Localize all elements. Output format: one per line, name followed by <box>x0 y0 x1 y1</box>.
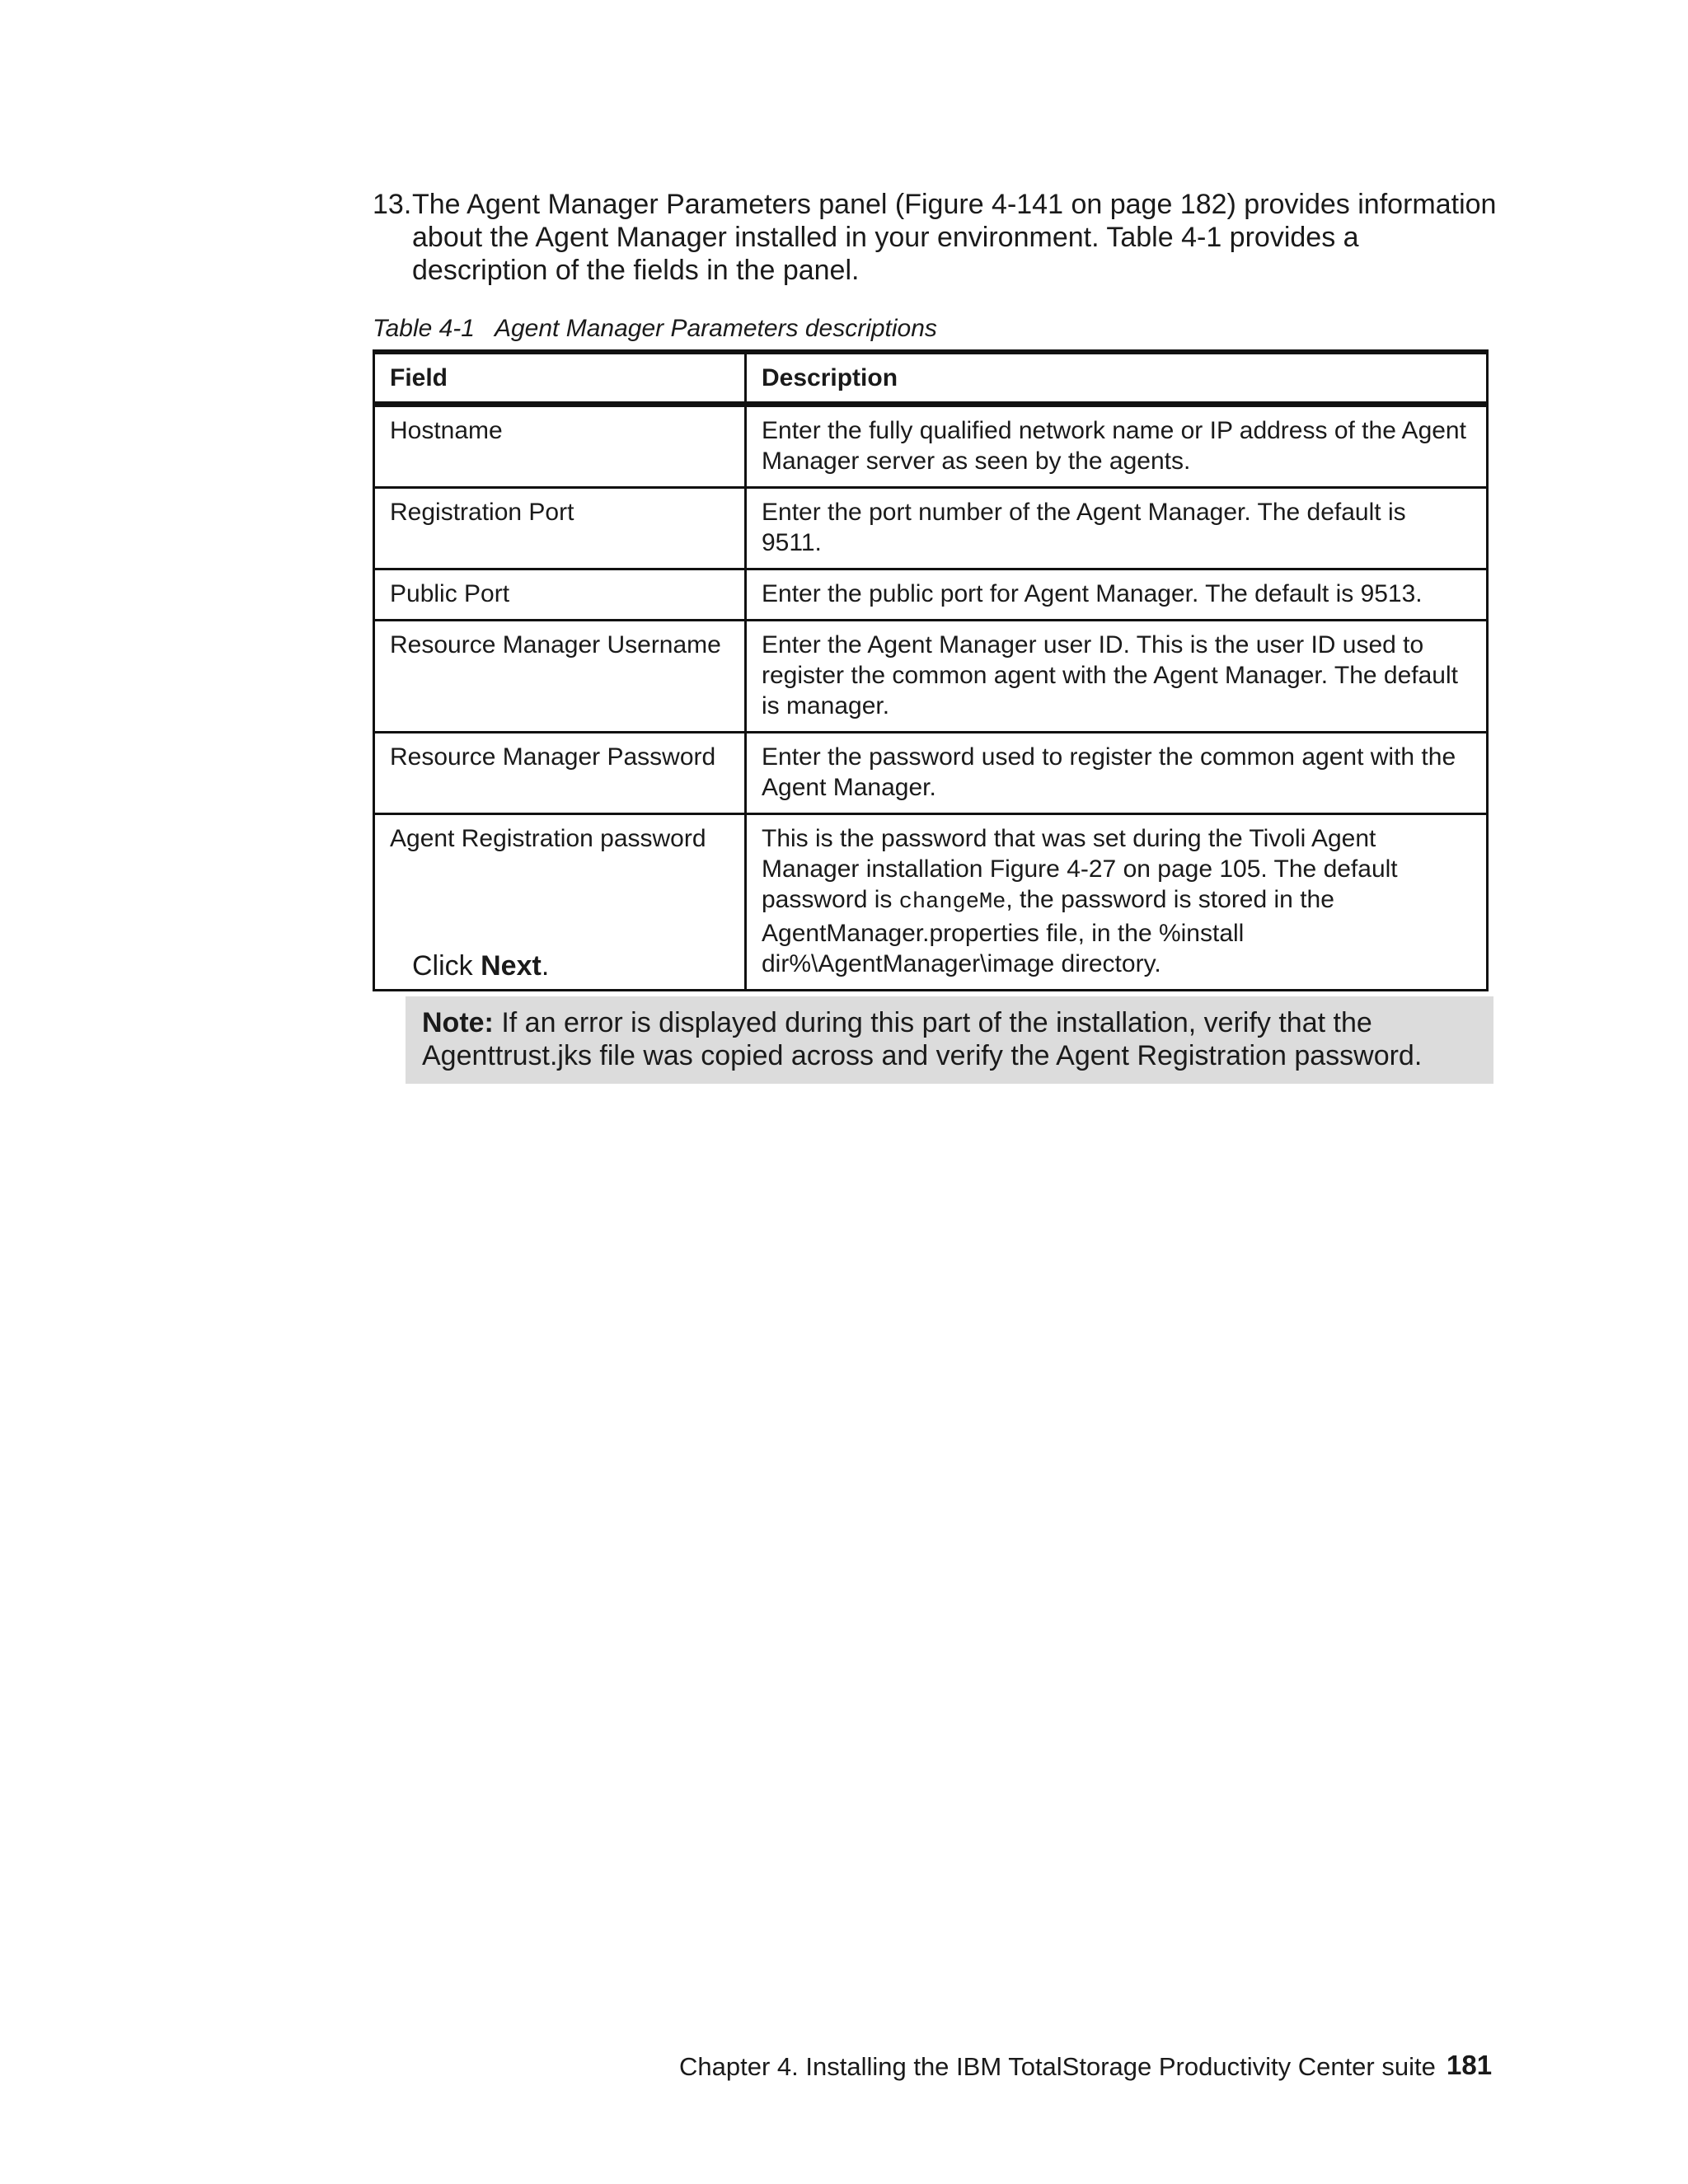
page-number: 181 <box>1447 2050 1493 2080</box>
row-field: Resource Manager Password <box>374 733 746 814</box>
note-text: If an error is displayed during this part of the installation, verify that the Agenttrust.jks file was copied across and verify the Agent Registration password. <box>422 1007 1423 1071</box>
table-caption-label: Table 4-1 <box>373 315 475 342</box>
row-description: Enter the password used to register the common agent with the Agent Manager. <box>746 733 1488 814</box>
row-field: Registration Port <box>374 488 746 569</box>
row-description: Enter the port number of the Agent Manager. The default is 9511. <box>746 488 1488 569</box>
note-box <box>406 996 1493 1084</box>
instruction-prefix: Click <box>412 950 481 982</box>
description-text: This is the password that was set during the Tivoli Agent Manager installation Figure 4-27 on page 105. The default password is <box>762 825 1398 913</box>
row-description <box>746 814 1488 991</box>
row-field: Public Port <box>374 569 746 621</box>
instruction-suffix: . <box>541 950 550 982</box>
step-13 <box>373 188 1502 287</box>
header-field: Field <box>374 352 746 405</box>
row-field: Agent Registration password <box>374 814 746 991</box>
header-description: Description <box>746 352 1488 405</box>
table-row <box>374 488 1488 569</box>
row-field: Hostname <box>374 405 746 488</box>
row-field: Resource Manager Username <box>374 621 746 733</box>
table-row <box>374 405 1488 488</box>
footer-chapter-title: Chapter 4. Installing the IBM TotalStorage Productivity Center suite <box>679 2052 1436 2081</box>
note-label: Note: <box>422 1007 494 1038</box>
table-caption <box>373 314 937 344</box>
click-next-instruction <box>412 949 549 982</box>
row-description: Enter the Agent Manager user ID. This is the user ID used to register the common agent with the Agent Manager. The default is manager. <box>746 621 1488 733</box>
table-row <box>374 569 1488 621</box>
step-text: The Agent Manager Parameters panel (Figure 4-141 on page 182) provides information about the Agent Manager installed in your environment. Table 4-1 provides a description of the fields in the panel. <box>412 189 1497 286</box>
agent-manager-parameters-table <box>373 349 1489 991</box>
default-password-code: changeMe <box>898 890 1006 915</box>
step-number: 13. <box>373 189 412 220</box>
table-row <box>374 733 1488 814</box>
row-description: Enter the public port for Agent Manager. The default is 9513. <box>746 569 1488 621</box>
table-row <box>374 621 1488 733</box>
next-keyword: Next <box>481 950 542 982</box>
row-description: Enter the fully qualified network name or IP address of the Agent Manager server as seen by the agents. <box>746 405 1488 488</box>
table-header-row <box>374 352 1488 405</box>
description-text: , the password is stored in the AgentManager.properties file, in the %install dir%\AgentManager\image directory. <box>762 886 1334 977</box>
table-caption-title: Agent Manager Parameters descriptions <box>494 315 937 342</box>
